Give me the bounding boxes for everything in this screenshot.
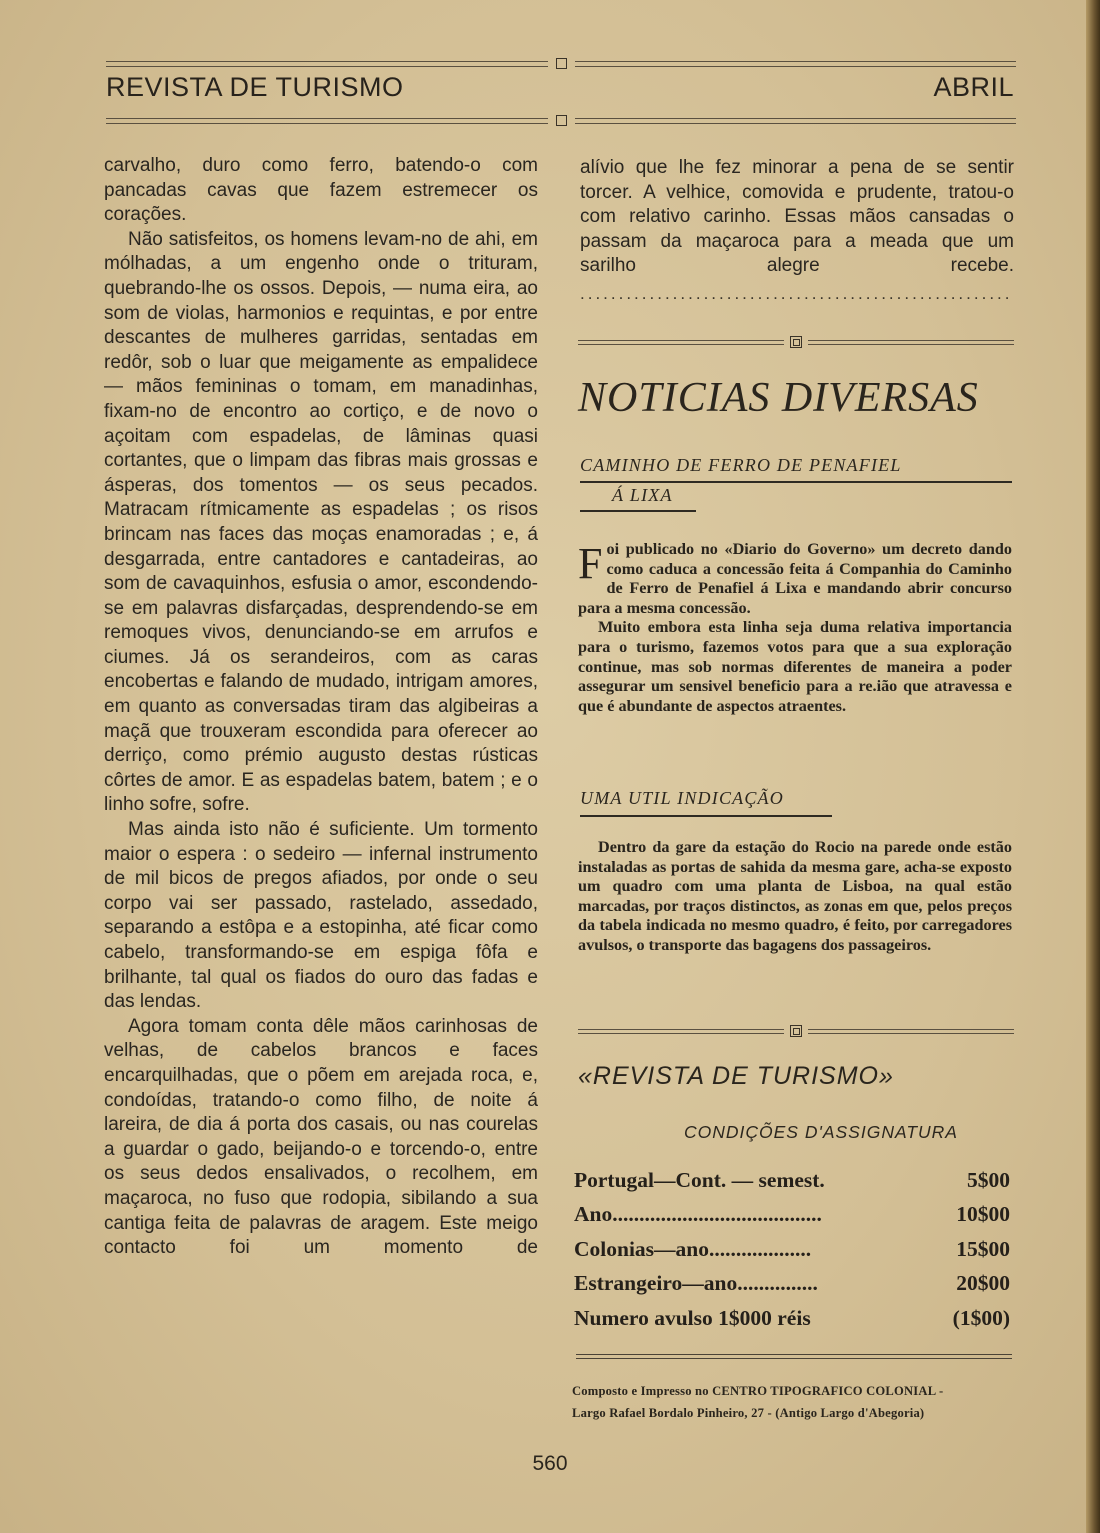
dotted-leader: ........................................................ [580, 284, 1013, 303]
price-row [574, 1198, 1010, 1233]
paragraph: Não satisfeitos, os homens levam-no de ahi, em mólhadas, a um engenho onde o trituram, quebrando-lhe os ossos. Depois, — numa eira, ao som de violas, harmonios e requintas, e por entre descantes de mulheres garridas, sentadas em redôr, sob o luar que meigamente as empalidece — mãos femininas o tomam, em manadinhas, fixam-no de encontro ao cortiço, e de novo o açoitam com espadelas, de lâminas quasi cortantes, que o limpam das fibras mais grossas e ásperas, dos tomentos — os seus pecados. Matracam rítmicamente as espadelas ; os risos brincam nas faces das moças enamoradas ; e, á desgarrada, entre cantadores e cantadeiras, ao som de cavaquinhos, esfusia o amor, escondendo-se em palavras disfarçadas, desprendendo-se em remoques vivos, denunciando-se em arrufos e ciumes. Já os serandeiros, com as caras encobertas e falando de mudado, intrigam amores, em quanto as conversadas tiram das algibeiras a maçã que trouxeram escondida para oferecer ao derriço, como prémio augusto destas rústicas côrtes de amor. E as espadelas batem, batem ; e o linho sofre, sofre. [104, 228, 538, 816]
section-separator [578, 1025, 1014, 1037]
news-item-1-body [578, 540, 1012, 716]
paragraph: Muito embora esta linha seja duma relativa importancia para o turismo, fazemos votos para que a sua exploração continue, mas sob normas diferentes de maneira a poder assegurar um sensivel beneficio para a re.ião que atravessa e que é abundante de aspectos atraentes. [578, 618, 1012, 715]
header-top-rule [106, 58, 1016, 69]
price-value: 15$00 [956, 1236, 1010, 1261]
drop-cap: F [578, 539, 603, 588]
page-number: 560 [532, 1452, 568, 1475]
ornament-box-icon [790, 336, 802, 348]
price-label: Numero avulso 1$000 réis [574, 1305, 811, 1330]
subscription-title: «REVISTA DE TURISMO» [578, 1062, 894, 1090]
price-label: Colonias—ano................... [574, 1236, 812, 1261]
imprint-rule [576, 1354, 1012, 1359]
imprint-line-1: Composto e Impresso no CENTRO TIPOGRAFICO COLONIAL - [572, 1384, 944, 1398]
left-column [104, 154, 538, 1261]
page-spine-shadow [1086, 0, 1100, 1533]
header-bottom-rule [106, 115, 1016, 126]
paragraph: Dentro da gare da estação do Rocio na parede onde estão instaladas as portas de sahida da mesma gare, acha-se exposto um quadro com uma planta de Lisboa, na qual estão marcadas, por traços distinctos, as zonas em que, pelos preços da tabela indicada no mesmo quadro, é feito, por carregadores avulsos, o transporte das bagagens dos passageiros. [578, 838, 1012, 954]
price-label: Ano....................................... [574, 1202, 822, 1227]
paragraph: Agora tomam conta dêle mãos carinhosas de velhas, de cabelos brancos e faces encarquilhadas, que o põem em arejada roca, e, condoídas, tratando-o como filho, de noite á lareira, de dia á porta dos casais, ou nas courelas a guardar o gado, beijando-o e torcendo-o, entre os seus dedos ensalivados, o recolhem, em maçaroca, no fuso que rodopia, sibilando a sua cantiga feita de palavras de aragem. Este meigo contacto foi um momento de [104, 1015, 538, 1259]
price-row [574, 1232, 1010, 1267]
news-item-2-body [578, 838, 1012, 956]
price-row [574, 1301, 1010, 1336]
price-value: 20$00 [956, 1271, 1010, 1296]
price-value: 5$00 [967, 1167, 1010, 1192]
section-separator [578, 336, 1014, 348]
ornament-box-icon [556, 58, 567, 69]
price-row [574, 1163, 1010, 1198]
section-title: NOTICIAS DIVERSAS [578, 375, 979, 421]
price-row [574, 1267, 1010, 1302]
paragraph: oi publicado no «Diario do Governo» um decreto dando como caduca a concessão feita á Companhia do Caminho de Ferro de Penafiel á Lixa e mandando abrir concurso para a mesma concessão. [578, 540, 1012, 617]
price-table [574, 1163, 1010, 1336]
news-heading-2: UMA UTIL INDICAÇÃO [580, 788, 784, 808]
heading-underline [580, 481, 1012, 483]
paragraph: Mas ainda isto não é suficiente. Um tormento maior o espera : o sedeiro — infernal instrumento de mil bicos de pregos afiados, por onde o seu corpo vai ser passado, rastelado, assedado, separando a estôpa e a estopinha, até ficar como cabelo, transformando-se em espiga fôfa e brilhante, tal qual os fiados do ouro das fadas e das lendas. [104, 819, 538, 1013]
heading-underline [580, 815, 832, 817]
price-label: Portugal—Cont. — semest. [574, 1167, 825, 1192]
news-heading-1-cont: Á LIXA [612, 485, 673, 505]
imprint-line-2: Largo Rafael Bordalo Pinheiro, 27 - (Antigo Largo d'Abegoria) [572, 1406, 925, 1420]
continued-text: alívio que lhe fez minorar a pena de se sentir torcer. A velhice, comovida e prudente, tratou-o com relativo carinho. Essas mãos cansadas o passam da maçaroca para a meada que um sarilho alegre recebe. [580, 157, 1014, 277]
price-value: 10$00 [956, 1202, 1010, 1227]
price-label: Estrangeiro—ano............... [574, 1271, 818, 1296]
price-value: (1$00) [952, 1305, 1010, 1330]
paragraph: carvalho, duro como ferro, batendo-o com pancadas cavas que fazem estremecer os corações. [104, 155, 538, 226]
news-heading-1: CAMINHO DE FERRO DE PENAFIEL [580, 455, 902, 475]
running-head-month: ABRIL [933, 72, 1014, 102]
heading-underline [580, 510, 696, 512]
subscription-subtitle: CONDIÇÕES D'ASSIGNATURA [684, 1122, 958, 1142]
running-head-title: REVISTA DE TURISMO [106, 72, 404, 102]
ornament-box-icon [790, 1025, 802, 1037]
ornament-box-icon [556, 115, 567, 126]
